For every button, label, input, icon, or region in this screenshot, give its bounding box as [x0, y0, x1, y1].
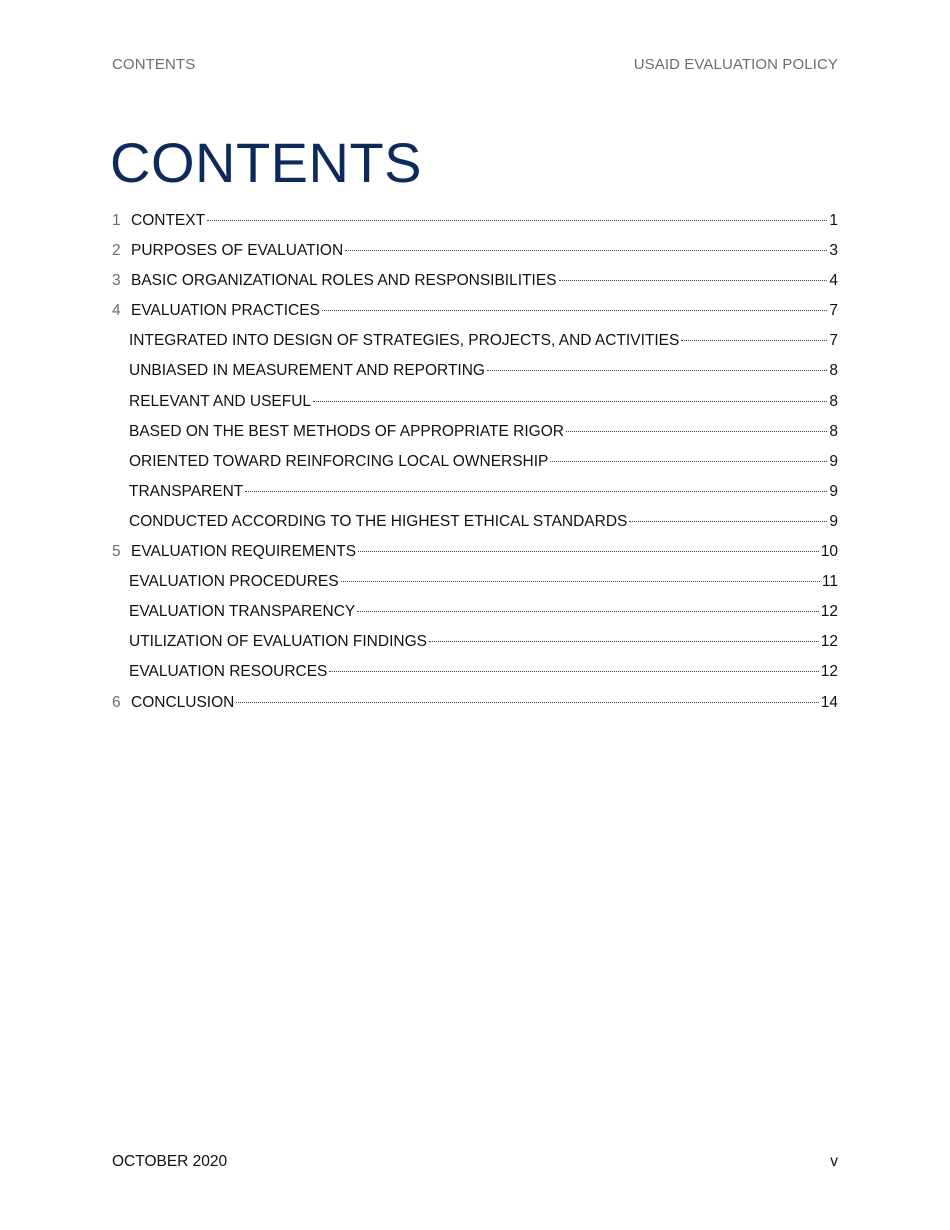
- header-document-title: USAID EVALUATION POLICY: [633, 56, 838, 73]
- toc-entry[interactable]: [112, 447, 838, 477]
- toc-entry[interactable]: [112, 537, 838, 567]
- toc-dot-leader: [629, 521, 827, 522]
- toc-entry-label[interactable]: RELEVANT AND USEFUL: [129, 392, 312, 410]
- toc-dot-leader: [345, 250, 827, 251]
- toc-entry[interactable]: [112, 688, 838, 718]
- page-title: CONTENTS: [110, 131, 422, 194]
- toc-entry[interactable]: [112, 567, 838, 597]
- page-header: [112, 56, 838, 76]
- toc-dot-leader: [329, 671, 818, 672]
- toc-dot-leader: [487, 370, 827, 371]
- toc-entry-page-number[interactable]: 9: [829, 512, 838, 530]
- toc-entry-page-number[interactable]: 1: [829, 212, 838, 229]
- toc-entry[interactable]: [112, 326, 838, 356]
- toc-dot-leader: [550, 461, 827, 462]
- toc-entry-label[interactable]: EVALUATION PROCEDURES: [129, 573, 339, 591]
- toc-dot-leader: [429, 641, 819, 642]
- toc-entry-page-number[interactable]: 4: [829, 272, 838, 290]
- toc-entry-label[interactable]: BASIC ORGANIZATIONAL ROLES AND RESPONSIBILITIES: [131, 272, 557, 290]
- toc-dot-leader: [341, 581, 820, 582]
- toc-dot-leader: [245, 491, 827, 492]
- toc-dot-leader: [207, 220, 827, 221]
- page-footer: [112, 1153, 838, 1171]
- toc-entry-label[interactable]: CONCLUSION: [131, 693, 235, 711]
- toc-entry-page-number[interactable]: 12: [820, 633, 838, 651]
- footer-date: OCTOBER 2020: [112, 1153, 228, 1170]
- toc-dot-leader: [236, 702, 818, 703]
- footer-page-number: v: [830, 1153, 838, 1170]
- toc-entry[interactable]: [112, 597, 838, 627]
- toc-dot-leader: [357, 611, 819, 612]
- toc-dot-leader: [358, 551, 819, 552]
- toc-entry-label[interactable]: EVALUATION PRACTICES: [131, 302, 320, 320]
- toc-entry[interactable]: [112, 236, 838, 266]
- toc-entry-label[interactable]: INTEGRATED INTO DESIGN OF STRATEGIES, PROJECTS, AND ACTIVITIES: [129, 332, 680, 350]
- toc-entry-label[interactable]: EVALUATION RESOURCES: [129, 663, 328, 681]
- toc-entry[interactable]: [112, 627, 838, 657]
- toc-entry-number: 1: [112, 212, 121, 229]
- toc-entry-label[interactable]: PURPOSES OF EVALUATION: [131, 242, 344, 260]
- toc-entry-page-number[interactable]: 8: [829, 392, 838, 410]
- toc-entry[interactable]: [112, 356, 838, 386]
- toc-entry-label[interactable]: EVALUATION TRANSPARENCY: [129, 603, 356, 621]
- toc-dot-leader: [313, 401, 827, 402]
- toc-entry-number: 4: [112, 302, 121, 320]
- toc-entry-label[interactable]: UNBIASED IN MEASUREMENT AND REPORTING: [129, 362, 485, 380]
- toc-entry-label[interactable]: BASED ON THE BEST METHODS OF APPROPRIATE RIGOR: [129, 422, 564, 440]
- toc-entry[interactable]: [112, 387, 838, 417]
- toc-entry-label[interactable]: CONTEXT: [131, 212, 206, 229]
- toc-entry-page-number[interactable]: 8: [829, 362, 838, 380]
- toc-entry-label[interactable]: UTILIZATION OF EVALUATION FINDINGS: [129, 633, 427, 651]
- toc-entry-page-number[interactable]: 10: [820, 543, 838, 561]
- toc-entry-number: 5: [112, 543, 121, 561]
- toc-dot-leader: [566, 431, 827, 432]
- toc-entry-label[interactable]: EVALUATION REQUIREMENTS: [131, 543, 357, 561]
- toc-entry-page-number[interactable]: 7: [829, 302, 838, 320]
- toc-entry-page-number[interactable]: 7: [829, 332, 838, 350]
- toc-entry-page-number[interactable]: 12: [820, 663, 838, 681]
- toc-entry[interactable]: [112, 477, 838, 507]
- toc-entry-page-number[interactable]: 9: [829, 482, 838, 500]
- toc-entry-label[interactable]: ORIENTED TOWARD REINFORCING LOCAL OWNERSHIP: [129, 452, 549, 470]
- toc-entry-page-number[interactable]: 8: [829, 422, 838, 440]
- toc-dot-leader: [681, 340, 827, 341]
- toc-entry[interactable]: [112, 266, 838, 296]
- toc-entry-page-number[interactable]: 14: [820, 693, 838, 711]
- toc-entry-page-number[interactable]: 11: [821, 573, 838, 591]
- toc-dot-leader: [322, 310, 827, 311]
- toc-entry-label[interactable]: CONDUCTED ACCORDING TO THE HIGHEST ETHICAL STANDARDS: [129, 512, 628, 530]
- toc-dot-leader: [559, 280, 828, 281]
- toc-entry-label[interactable]: TRANSPARENT: [129, 482, 244, 500]
- toc-entry[interactable]: [112, 657, 838, 687]
- toc-entry-number: 3: [112, 272, 121, 290]
- toc-entry[interactable]: [112, 206, 838, 236]
- toc-entry-page-number[interactable]: 9: [829, 452, 838, 470]
- toc-entry-page-number[interactable]: 12: [820, 603, 838, 621]
- toc-entry-page-number[interactable]: 3: [829, 242, 838, 260]
- header-section-name: CONTENTS: [112, 56, 196, 73]
- toc-entry[interactable]: [112, 507, 838, 537]
- toc-entry-number: 6: [112, 693, 121, 711]
- toc-entry[interactable]: [112, 417, 838, 447]
- table-of-contents: [112, 206, 838, 718]
- toc-entry-number: 2: [112, 242, 121, 260]
- toc-entry[interactable]: [112, 296, 838, 326]
